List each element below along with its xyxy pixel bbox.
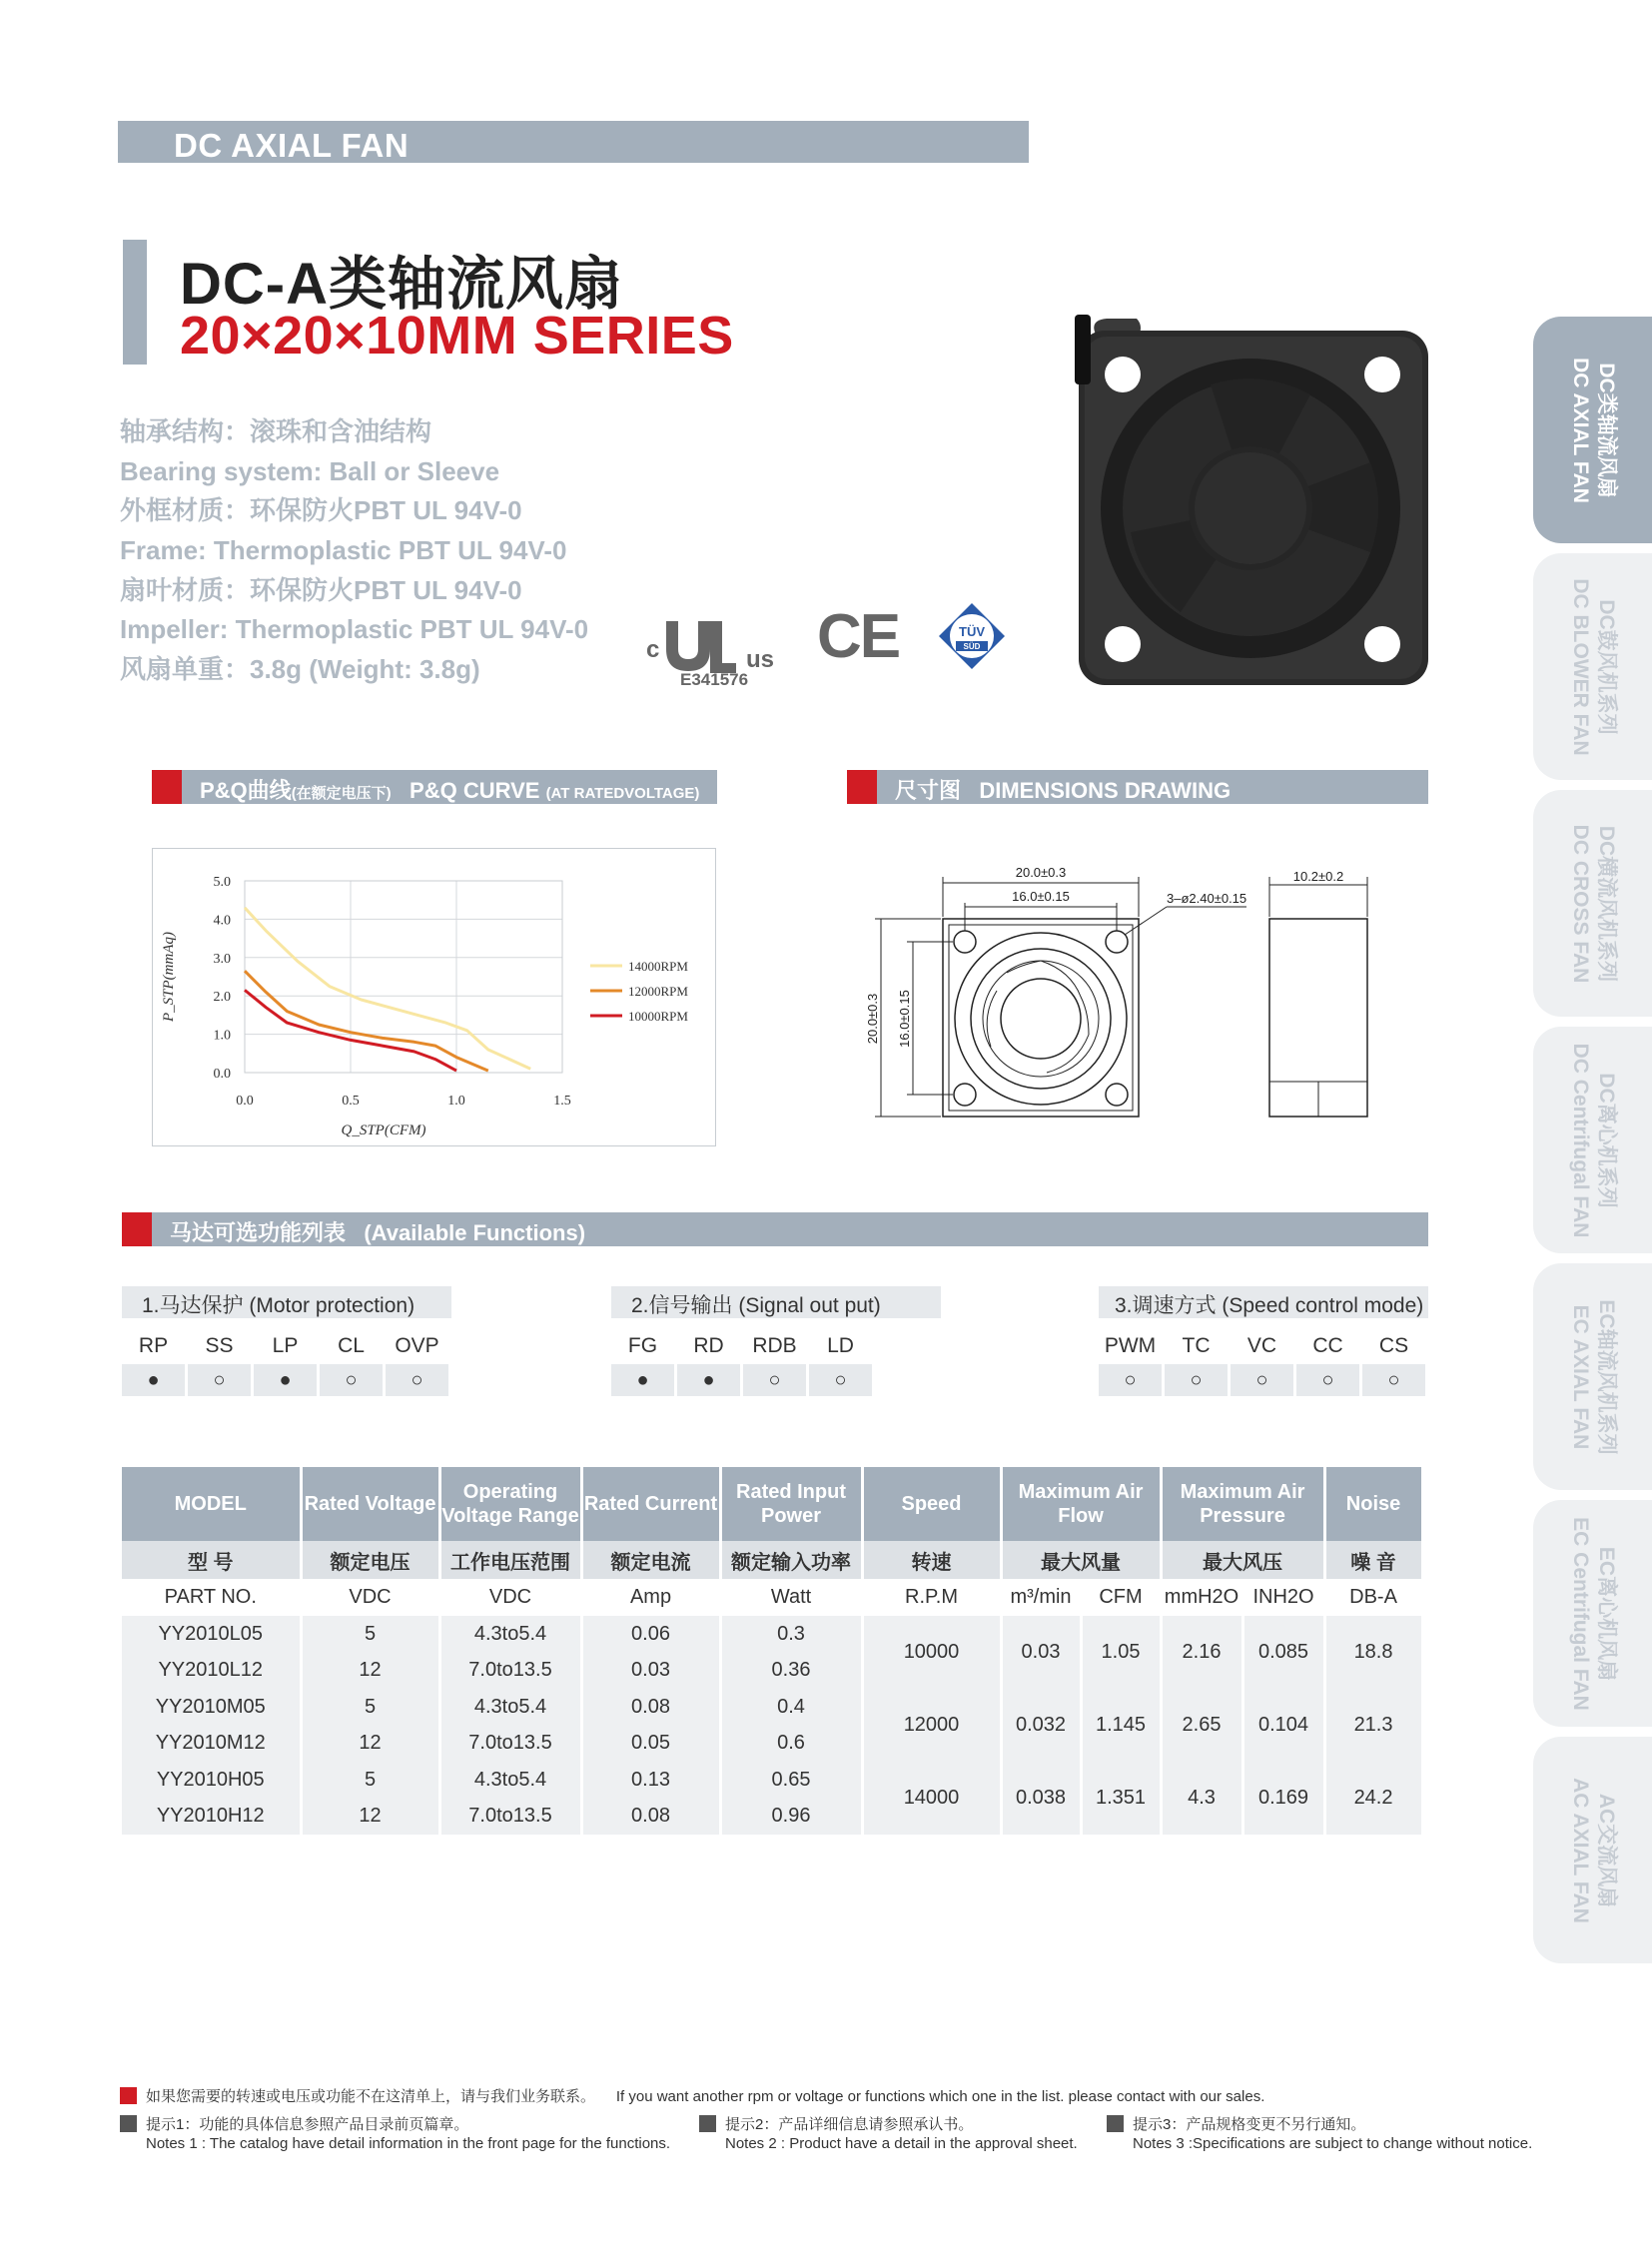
table-header-cell: 转速 — [862, 1541, 1001, 1579]
function-mark: ● — [611, 1364, 674, 1396]
model-cell: YY2010H12 — [122, 1799, 301, 1836]
table-header-cn — [122, 1541, 1422, 1579]
cfm-cell: 1.05 — [1081, 1616, 1161, 1689]
current-cell: 0.03 — [581, 1653, 720, 1690]
legend-label: 12000RPM — [628, 984, 688, 999]
power-cell: 0.6 — [720, 1726, 862, 1763]
series-line — [245, 971, 488, 1071]
side-tab-dc-axial[interactable] — [1533, 317, 1652, 543]
pq-title-cn-small: (在额定电压下) — [291, 785, 392, 802]
dim-width-outer: 20.0±0.3 — [1015, 865, 1067, 880]
table-unit-cell: CFM — [1081, 1579, 1161, 1616]
table-header-cell: Rated Input Power — [720, 1467, 862, 1541]
function-mark: ○ — [188, 1364, 251, 1396]
y-tick-label: 4.0 — [213, 913, 231, 929]
function-option: SS — [205, 1334, 234, 1357]
table-header-cell: 工作电压范围 — [439, 1541, 581, 1579]
table-header-cell: 噪 音 — [1324, 1541, 1422, 1579]
page-subtitle: 20×20×10MM SERIES — [180, 306, 734, 366]
legend-label: 10000RPM — [628, 1009, 688, 1024]
side-tab-dc-centrifugal[interactable] — [1533, 1027, 1652, 1253]
range-cell: 7.0to13.5 — [439, 1653, 581, 1690]
side-tab-ac-axial[interactable] — [1533, 1737, 1652, 1963]
power-cell: 0.65 — [720, 1762, 862, 1799]
section-header-dims — [847, 770, 1428, 804]
current-cell: 0.06 — [581, 1616, 720, 1653]
current-cell: 0.08 — [581, 1689, 720, 1726]
y-axis-label: P_STP(mmAq) — [161, 932, 177, 1022]
side-tab-en: DC AXIAL FAN — [1568, 357, 1592, 503]
power-cell: 0.3 — [720, 1616, 862, 1653]
function-option: CL — [338, 1334, 365, 1357]
table-header-cell: 型 号 — [122, 1541, 301, 1579]
header-title: DC AXIAL FAN — [174, 127, 410, 164]
x-tick-label: 1.5 — [553, 1094, 571, 1109]
series-line — [245, 908, 530, 1069]
pq-title-cn: P&Q曲线 — [200, 778, 292, 803]
note-main-en: If you want another rpm or voltage or functions which one in the list. please contact with our sales. — [615, 2088, 1265, 2105]
tuv-text: TÜV — [959, 624, 985, 639]
y-tick-label: 3.0 — [213, 951, 231, 967]
speed-cell: 12000 — [862, 1689, 1001, 1762]
side-tab-cn: AC交流风扇 — [1594, 1793, 1618, 1907]
note-3-en: Notes 3 :Specifications are subject to change without notice. — [1133, 2135, 1533, 2152]
function-option: CS — [1378, 1334, 1409, 1357]
table-row — [122, 1616, 1422, 1653]
function-mark: ○ — [1362, 1364, 1425, 1396]
note-main — [146, 2085, 1264, 2106]
x-tick-label: 0.0 — [236, 1094, 254, 1109]
function-mark: ● — [122, 1364, 185, 1396]
function-group-title: 1.马达保护 (Motor protection) — [122, 1286, 451, 1318]
tuv-sub-text: SÜD — [963, 642, 981, 651]
note-marker-red — [120, 2087, 137, 2104]
ul-c-text: c — [646, 636, 660, 663]
function-mark: ○ — [1099, 1364, 1162, 1396]
range-cell: 4.3to5.4 — [439, 1616, 581, 1653]
inh2o-cell: 0.169 — [1242, 1762, 1324, 1835]
y-tick-label: 1.0 — [213, 1028, 231, 1044]
side-tab-en: DC BLOWER FAN — [1568, 577, 1592, 756]
speed-cell: 14000 — [862, 1762, 1001, 1835]
mmh2o-cell: 2.65 — [1161, 1689, 1242, 1762]
side-tab-en: EC AXIAL FAN — [1568, 1304, 1592, 1449]
note-marker — [1107, 2115, 1124, 2132]
range-cell: 7.0to13.5 — [439, 1726, 581, 1763]
function-option: FG — [627, 1334, 658, 1357]
pq-title-en-small: (AT RATEDVOLTAGE) — [545, 785, 700, 802]
table-header-cell: MODEL — [122, 1467, 301, 1541]
ul-number: E341576 — [680, 670, 749, 689]
dim-holes: 3–ø2.40±0.15 — [1167, 891, 1247, 906]
range-cell: 4.3to5.4 — [439, 1762, 581, 1799]
voltage-cell: 12 — [301, 1653, 439, 1690]
side-tab-cn: DC鼓风机系列 — [1594, 598, 1618, 735]
noise-cell: 24.2 — [1324, 1762, 1422, 1835]
m3-cell: 0.032 — [1001, 1689, 1081, 1762]
x-tick-label: 0.5 — [342, 1094, 360, 1109]
dim-height-outer: 20.0±0.3 — [865, 993, 880, 1045]
spec-line: 扇叶材质：环保防火PBT UL 94V-0 — [120, 574, 522, 605]
spec-line: Frame: Thermoplastic PBT UL 94V-0 — [120, 535, 567, 566]
side-tab-en: DC CROSS FAN — [1568, 824, 1592, 983]
table-unit-cell: R.P.M — [862, 1579, 1001, 1616]
side-tab-cn: DC横流风机系列 — [1594, 825, 1618, 982]
side-tab-cn: DC类轴流风扇 — [1594, 362, 1618, 498]
model-cell: YY2010M12 — [122, 1726, 301, 1763]
side-tab-dc-blower[interactable] — [1533, 553, 1652, 780]
fan-product-photo — [1071, 313, 1430, 694]
function-mark: ● — [254, 1364, 317, 1396]
cfm-cell: 1.145 — [1081, 1689, 1161, 1762]
function-option: RP — [138, 1334, 169, 1357]
plot-area — [245, 881, 562, 1073]
side-tab-dc-cross[interactable] — [1533, 790, 1652, 1017]
function-mark: ○ — [1296, 1364, 1359, 1396]
side-tab-ec-centrifugal[interactable] — [1533, 1500, 1652, 1727]
table-header-cell: Maximum Air Flow — [1001, 1467, 1161, 1541]
model-cell: YY2010H05 — [122, 1762, 301, 1799]
note-marker — [699, 2115, 716, 2132]
table-header-cell: 额定输入功率 — [720, 1541, 862, 1579]
table-header-cell: 额定电压 — [301, 1541, 439, 1579]
note-2-en: Notes 2 : Product have a detail in the approval sheet. — [725, 2135, 1078, 2152]
table-header-cell: 最大风量 — [1001, 1541, 1161, 1579]
spec-table — [122, 1467, 1424, 1835]
function-group-title: 3.调速方式 (Speed control mode) — [1099, 1286, 1428, 1318]
note-3-cn: 提示3：产品规格变更不另行通知。 — [1133, 2116, 1366, 2133]
m3-cell: 0.038 — [1001, 1762, 1081, 1835]
note-2-cn: 提示2：产品详细信息请参照承认书。 — [725, 2116, 974, 2133]
table-header-cell: Maximum Air Pressure — [1161, 1467, 1324, 1541]
current-cell: 0.13 — [581, 1762, 720, 1799]
function-option: LD — [827, 1334, 854, 1357]
table-header-cell: 最大风压 — [1161, 1541, 1324, 1579]
x-axis-label: Q_STP(CFM) — [341, 1123, 426, 1138]
section-header-pq — [152, 770, 717, 804]
model-cell: YY2010L05 — [122, 1616, 301, 1653]
y-tick-label: 5.0 — [213, 875, 231, 890]
speed-cell: 10000 — [862, 1616, 1001, 1689]
range-cell: 4.3to5.4 — [439, 1689, 581, 1726]
header-bar — [118, 121, 1029, 163]
dim-width-inner: 16.0±0.15 — [1012, 889, 1070, 904]
spec-line: 外框材质：环保防火PBT UL 94V-0 — [120, 495, 522, 526]
pq-title-en: P&Q CURVE — [410, 778, 540, 803]
note-marker — [120, 2115, 137, 2132]
power-cell: 0.36 — [720, 1653, 862, 1690]
table-header-cell: Rated Current — [581, 1467, 720, 1541]
mmh2o-cell: 2.16 — [1161, 1616, 1242, 1689]
mmh2o-cell: 4.3 — [1161, 1762, 1242, 1835]
voltage-cell: 5 — [301, 1762, 439, 1799]
function-mark: ○ — [809, 1364, 872, 1396]
spec-line: Bearing system: Ball or Sleeve — [120, 455, 500, 486]
tuv-certification-logo — [937, 601, 1007, 671]
title-accent-bar — [123, 240, 147, 365]
page-title: DC-A类轴流风扇 — [180, 252, 623, 317]
current-cell: 0.05 — [581, 1726, 720, 1763]
table-unit-cell: Amp — [581, 1579, 720, 1616]
m3-cell: 0.03 — [1001, 1616, 1081, 1689]
functions-title-en: (Available Functions) — [364, 1220, 586, 1245]
y-tick-label: 0.0 — [213, 1067, 231, 1082]
pq-chart-svg — [153, 849, 717, 1147]
note-main-cn: 如果您需要的转速或电压或功能不在这清单上，请与我们业务联系。 — [146, 2088, 596, 2105]
table-header-cell: Noise — [1324, 1467, 1422, 1541]
spec-list — [120, 412, 588, 690]
function-mark: ○ — [1165, 1364, 1228, 1396]
power-cell: 0.96 — [720, 1799, 862, 1836]
dim-height-inner: 16.0±0.15 — [897, 990, 912, 1048]
dimensions-drawing — [867, 857, 1386, 1146]
function-option: RDB — [752, 1334, 797, 1357]
dims-title-cn: 尺寸图 — [895, 778, 962, 803]
spec-line: 轴承结构：滚珠和含油结构 — [120, 416, 432, 446]
table-unit-cell: VDC — [439, 1579, 581, 1616]
side-tab-ec-axial[interactable] — [1533, 1263, 1652, 1490]
function-option: RD — [693, 1334, 724, 1357]
table-header-en — [122, 1467, 1422, 1541]
table-header-cell: Speed — [862, 1467, 1001, 1541]
y-tick-label: 2.0 — [213, 990, 231, 1006]
ce-mark: CE — [817, 602, 900, 671]
function-group-speed-control — [1099, 1286, 1428, 1396]
cfm-cell: 1.351 — [1081, 1762, 1161, 1835]
functions-title-cn: 马达可选功能列表 — [170, 1220, 347, 1245]
table-unit-cell: INH2O — [1242, 1579, 1324, 1616]
function-group-signal-output — [611, 1286, 941, 1396]
table-unit-cell: PART NO. — [122, 1579, 301, 1616]
function-mark: ○ — [1231, 1364, 1293, 1396]
voltage-cell: 5 — [301, 1616, 439, 1653]
section-marker — [152, 770, 182, 804]
ul-us-text: us — [746, 646, 775, 673]
side-tab-en: EC Centrifugal FAN — [1568, 1516, 1592, 1711]
table-header-cell: Operating Voltage Range — [439, 1467, 581, 1541]
section-header-functions — [122, 1212, 1428, 1246]
model-cell: YY2010M05 — [122, 1689, 301, 1726]
spec-line: Impeller: Thermoplastic PBT UL 94V-0 — [120, 614, 589, 645]
dim-depth: 10.2±0.2 — [1292, 869, 1344, 884]
function-mark: ● — [677, 1364, 740, 1396]
side-tab-cn: EC离心机风扇 — [1594, 1546, 1618, 1681]
side-tab-cn: DC离心机系列 — [1594, 1072, 1618, 1208]
function-mark: ○ — [743, 1364, 806, 1396]
table-header-cell: Rated Voltage — [301, 1467, 439, 1541]
table-units-row — [122, 1579, 1422, 1616]
range-cell: 7.0to13.5 — [439, 1799, 581, 1836]
legend-label: 14000RPM — [628, 959, 688, 974]
function-option: TC — [1182, 1334, 1211, 1357]
table-unit-cell: DB-A — [1324, 1579, 1422, 1616]
table-header-cell: 额定电流 — [581, 1541, 720, 1579]
note-1-cn: 提示1：功能的具体信息参照产品目录前页篇章。 — [146, 2116, 469, 2133]
side-tab-cn: EC轴流风机系列 — [1594, 1298, 1618, 1455]
voltage-cell: 12 — [301, 1799, 439, 1836]
function-mark: ○ — [320, 1364, 383, 1396]
function-option: CC — [1312, 1334, 1343, 1357]
function-option: OVP — [395, 1334, 439, 1357]
section-marker — [122, 1212, 152, 1246]
table-row — [122, 1762, 1422, 1799]
function-option: LP — [272, 1334, 299, 1357]
current-cell: 0.08 — [581, 1799, 720, 1836]
dims-title-en: DIMENSIONS DRAWING — [979, 778, 1232, 803]
function-option: PWM — [1104, 1334, 1157, 1357]
ul-certification-logo — [644, 599, 794, 689]
table-unit-cell: VDC — [301, 1579, 439, 1616]
note-1-en: Notes 1 : The catalog have detail information in the front page for the functions. — [146, 2135, 671, 2152]
inh2o-cell: 0.104 — [1242, 1689, 1324, 1762]
section-marker — [847, 770, 877, 804]
voltage-cell: 5 — [301, 1689, 439, 1726]
x-tick-label: 1.0 — [447, 1094, 465, 1109]
function-group-title: 2.信号输出 (Signal out put) — [611, 1286, 941, 1318]
function-group-motor-protection — [122, 1286, 453, 1396]
table-row — [122, 1689, 1422, 1726]
model-cell: YY2010L12 — [122, 1653, 301, 1690]
function-option: VC — [1246, 1334, 1277, 1357]
side-tab-en: AC AXIAL FAN — [1568, 1777, 1592, 1923]
side-tab-en: DC Centrifugal FAN — [1568, 1043, 1592, 1237]
inh2o-cell: 0.085 — [1242, 1616, 1324, 1689]
table-unit-cell: Watt — [720, 1579, 862, 1616]
pq-chart — [152, 848, 716, 1146]
table-unit-cell: mmH2O — [1161, 1579, 1242, 1616]
power-cell: 0.4 — [720, 1689, 862, 1726]
noise-cell: 18.8 — [1324, 1616, 1422, 1689]
voltage-cell: 12 — [301, 1726, 439, 1763]
table-unit-cell: m³/min — [1001, 1579, 1081, 1616]
spec-line: 风扇单重：3.8g (Weight: 3.8g) — [120, 654, 480, 685]
noise-cell: 21.3 — [1324, 1689, 1422, 1762]
function-mark: ○ — [386, 1364, 448, 1396]
